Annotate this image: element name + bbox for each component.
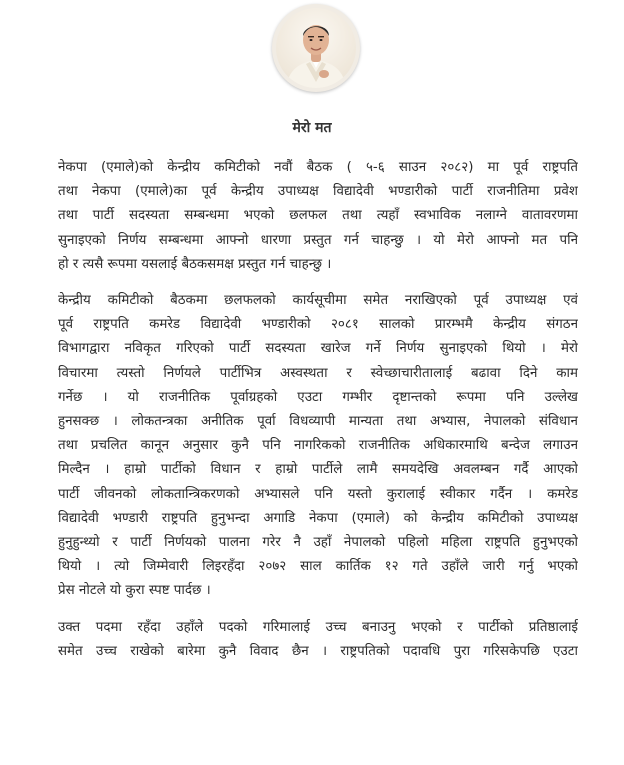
text-line: विद्यादेवी भण्डारी राष्ट्रपति हुनुभन्दा अगाडि नेकपा (एमाले) को केन्द्रीय कमिटीको उपाध्यक्ष	[58, 510, 578, 526]
portrait-illustration	[276, 8, 356, 88]
text-line: केन्द्रीय कमिटीको बैठकमा छलफलको कार्यसूचीमा समेत नराखिएको पूर्व उपाध्यक्ष एवं	[58, 293, 578, 309]
article-body	[58, 156, 578, 676]
text-line: पूर्व राष्ट्रपति कमरेड विद्यादेवी भण्डारीको २०८१ सालको प्रारम्भमै केन्द्रीय संगठन	[58, 317, 578, 333]
paragraph-2	[58, 289, 578, 604]
text-line: हो र त्यसै रूपमा यसलाई बैठकसमक्ष प्रस्तुत गर्न चाहन्छु ।	[58, 256, 332, 272]
text-line: विभागद्वारा नविकृत गरिएको पार्टी सदस्यता खारेज गर्ने निर्णय सुनाइएको थियो । मेरो	[58, 341, 578, 357]
text-line: प्रेस नोटले यो कुरा स्पष्ट पार्दछ ।	[58, 583, 211, 599]
author-photo	[272, 4, 360, 92]
text-line: तथा नेकपा (एमाले)का पूर्व केन्द्रीय उपाध्यक्ष विद्यादेवी भण्डारीको पार्टी राजनीतिमा प्रवेश	[58, 184, 578, 200]
text-line: नेकपा (एमाले)को केन्द्रीय कमिटीको नवौं बैठक ( ५-६ साउन २०८२) मा पूर्व राष्ट्रपति	[58, 160, 578, 175]
text-line: पार्टी जीवनको लोकतान्त्रिकरणको अभ्यासले पनि यस्तो कुरालाई स्वीकार गर्दैन । कमरेड	[58, 486, 578, 502]
text-line: सुनाइएको निर्णय सम्बन्धमा आफ्नो धारणा प्रस्तुत गर्न चाहन्छु । यो मेरो आफ्नो मत पनि	[58, 232, 578, 248]
paragraph-1	[58, 156, 578, 277]
text-line: उक्त पदमा रहँदा उहाँले पदको गरिमालाई उच्च बनाउनु भएको र पार्टीको प्रतिष्ठालाई	[58, 619, 578, 635]
text-line: हुनुहुन्थ्यो र पार्टी निर्णयको पालना गरेर नै उहाँ नेपालको पहिलो महिला राष्ट्रपति हुनुभएको	[58, 535, 578, 551]
paragraph-3	[58, 616, 578, 664]
text-line: गर्नेछ । यो राजनीतिक पूर्वाग्रहको एउटा गम्भीर दृष्टान्तको रूपमा पनि उल्लेख	[58, 389, 578, 405]
page-title: मेरो मत	[292, 120, 332, 136]
text-line: तथा प्रचलित कानून अनुसार कुनै पनि नागरिकको राजनीतिक अधिकारमाथि बन्देज लगाउन	[58, 438, 578, 454]
text-line: विचारमा त्यस्तो निर्णयले पार्टीभित्र अस्वस्थता र स्वेच्छाचारीतालाई बढावा दिने काम	[58, 365, 578, 381]
author-photo-background	[276, 8, 356, 88]
text-line: हुनसक्छ । लोकतन्त्रका अनीतिक पूर्वा विधव्यापी मान्यता तथा अभ्यास, नेपालको संविधान	[58, 414, 578, 430]
text-line: समेत उच्च राखेको बारेमा कुनै विवाद छैन । राष्ट्रपतिको पदावधि पुरा गरिसकेपछि एउटा	[58, 643, 578, 659]
text-line: मिल्दैन । हाम्रो पार्टीको विधान र हाम्रो पार्टीले लामै समयदेखि अवलम्बन गर्दै आएको	[58, 462, 578, 478]
text-line: तथा पार्टी सदस्यता सम्बन्धमा भएको छलफल तथा त्यहाँ स्वभाविक नलाग्ने वातावरणमा	[58, 208, 578, 224]
text-line: थियो । त्यो जिम्मेवारी लिइरहँदा २०७२ साल कार्तिक १२ गते उहाँले जारी गर्नु भएको	[58, 559, 578, 575]
